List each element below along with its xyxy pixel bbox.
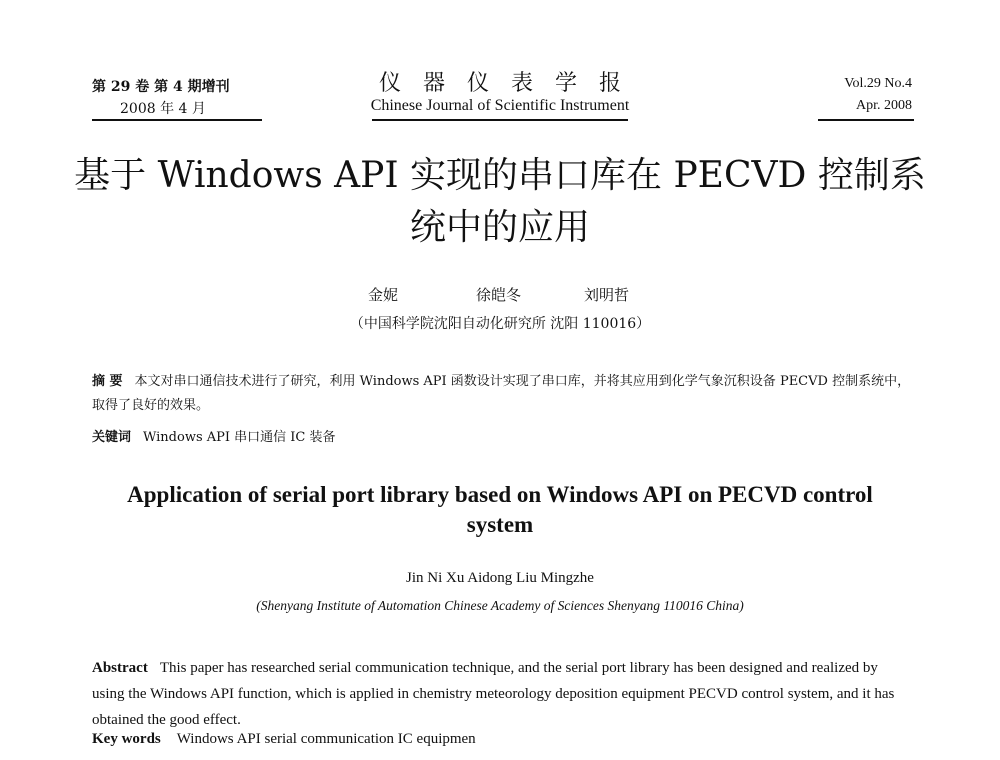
- affiliation-cn: （中国科学院沈阳自动化研究所 沈阳 110016）: [349, 316, 651, 332]
- paper-title-cn-line1: 基于 Windows API 实现的串口库在 PECVD 控制系: [74, 155, 926, 196]
- paper-title-cn: [0, 150, 1000, 254]
- header-rule-left: [92, 119, 262, 121]
- authors-en: Jin Ni Xu Aidong Liu Mingzhe: [406, 570, 594, 586]
- keywords-en-label: Key words: [92, 731, 161, 747]
- keywords-cn: [92, 426, 912, 450]
- abstract-en: [92, 655, 914, 733]
- paper-title-cn-line2: 统中的应用: [409, 207, 590, 248]
- header-volume-issue: 第 29 卷 第 4 期增刊: [92, 79, 230, 95]
- author-cn-3: 刘明哲: [584, 286, 630, 304]
- abstract-cn-label: 摘 要: [92, 374, 123, 389]
- keywords-cn-label: 关键词: [92, 430, 132, 445]
- abstract-cn-text: 本文对串口通信技术进行了研究，利用 Windows API 函数设计实现了串口库，并将其应用到化学气象沉积设备 PECVD 控制系统中，取得了良好的效果。: [92, 374, 911, 413]
- abstract-cn: [92, 370, 912, 418]
- author-cn-2: 徐皑冬: [476, 286, 522, 304]
- header-rule-center: [372, 119, 628, 121]
- journal-name-en: Chinese Journal of Scientific Instrument: [370, 97, 630, 114]
- paper-title-en-line1: Application of serial port library based on Windows API on PECVD control: [127, 482, 873, 507]
- header-date-cn: 2008 年 4 月: [120, 101, 206, 117]
- header-date-en: Apr. 2008: [856, 98, 912, 113]
- paper-title-en: [0, 480, 1000, 540]
- journal-name-cn: 仪器仪表学报: [378, 71, 643, 96]
- header-volume-en: Vol.29 No.4: [844, 76, 912, 91]
- abstract-en-label: Abstract: [92, 660, 148, 676]
- affiliation-en: (Shenyang Institute of Automation Chinese Academy of Sciences Shenyang 110016 China): [256, 598, 744, 613]
- keywords-cn-text: Windows API 串口通信 IC 装备: [143, 430, 336, 445]
- header-rule-right: [818, 119, 914, 121]
- paper-title-en-line2: system: [466, 512, 534, 537]
- keywords-en-text: Windows API serial communication IC equipmen: [176, 731, 476, 747]
- abstract-en-text: This paper has researched serial communication technique, and the serial port library has been designed and realized by using the Windows API function, which is applied in chemistry meteorology deposition equipment PECVD control system, and it has obtained the good effect.: [92, 660, 895, 728]
- keywords-en: [92, 731, 476, 748]
- author-cn-1: 金妮: [368, 286, 399, 304]
